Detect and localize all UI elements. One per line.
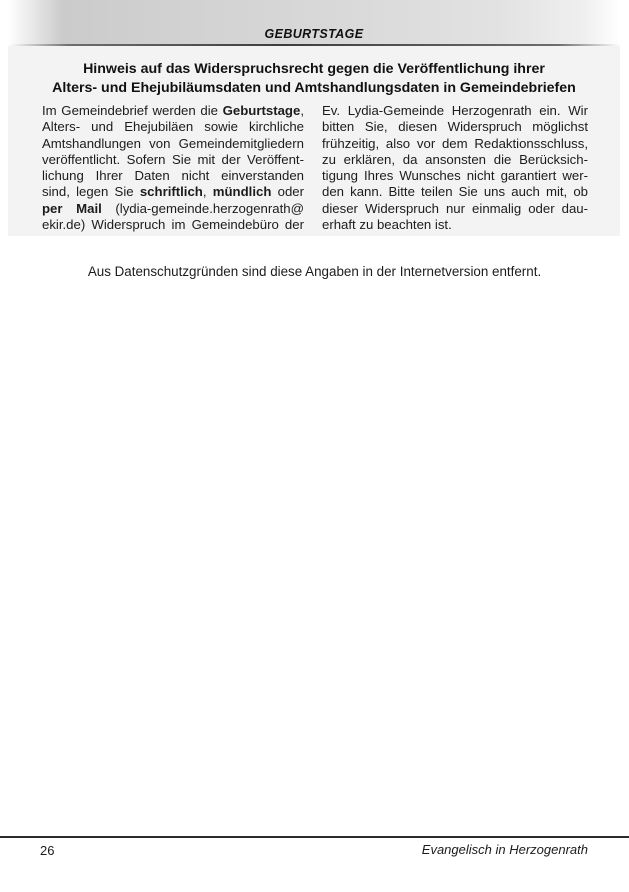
body-column-left xyxy=(42,103,304,233)
footer-divider xyxy=(0,836,629,838)
body-text-line: erhaft zu beachten ist. xyxy=(322,217,452,233)
body-column-right xyxy=(322,103,588,233)
body-text-line: Alters- und Ehejubiläen sowie kirchliche xyxy=(42,119,304,135)
page-header-band xyxy=(8,0,620,44)
body-text-line: ekir.de) Widerspruch im Gemeindebüro der xyxy=(42,217,304,233)
article-title-line-2: Alters- und Ehejubiläumsdaten und Amtshandlungsdaten in Gemeindebriefen xyxy=(52,80,576,96)
body-text-line: den kann. Bitte teilen Sie uns auch mit, ob xyxy=(322,184,588,200)
body-columns xyxy=(42,103,588,233)
body-text-line: lichung Ihrer Daten nicht einverstanden xyxy=(42,168,304,184)
article-title xyxy=(32,60,596,98)
body-text-line: per Mail (lydia-gemeinde.herzogenrath@ xyxy=(42,200,304,216)
body-text-line: Amtshandlungen von Gemeindemitgliedern xyxy=(42,135,304,151)
article-title-line-1: Hinweis auf das Widerspruchsrecht gegen die Veröffentlichung ihrer xyxy=(83,61,545,77)
privacy-note: Aus Datenschutzgründen sind diese Angaben in der Internetversion entfernt. xyxy=(87,264,542,279)
body-text-line: tigung Ihres Wunsches nicht garantiert wer- xyxy=(322,168,588,184)
body-text-line: sind, legen Sie schriftlich, mündlich oder xyxy=(42,184,305,200)
body-text-line: Ev. Lydia-Gemeinde Herzogenrath ein. Wir xyxy=(322,103,588,118)
body-text-line: veröffentlicht. Sofern Sie mit der Veröffent- xyxy=(42,151,304,167)
body-text-line: zu erklären, da ansonsten die Berücksich- xyxy=(322,151,588,167)
footer-publication-title: Evangelisch in Herzogenrath xyxy=(421,842,588,857)
body-text-line: bitten Sie, diesen Widerspruch möglichst xyxy=(322,119,588,135)
footer-page-number: 26 xyxy=(40,843,55,858)
body-text-line: frühzeitig, also vor dem Redaktionsschluss, xyxy=(322,135,588,151)
body-text-line: dieser Widerspruch nur einmalig oder dau- xyxy=(322,200,588,216)
scanned-content-area xyxy=(8,46,620,236)
section-header: GEBURTSTAGE xyxy=(264,27,364,41)
body-text-line: Im Gemeindebrief werden die Geburtstage, xyxy=(42,103,304,118)
